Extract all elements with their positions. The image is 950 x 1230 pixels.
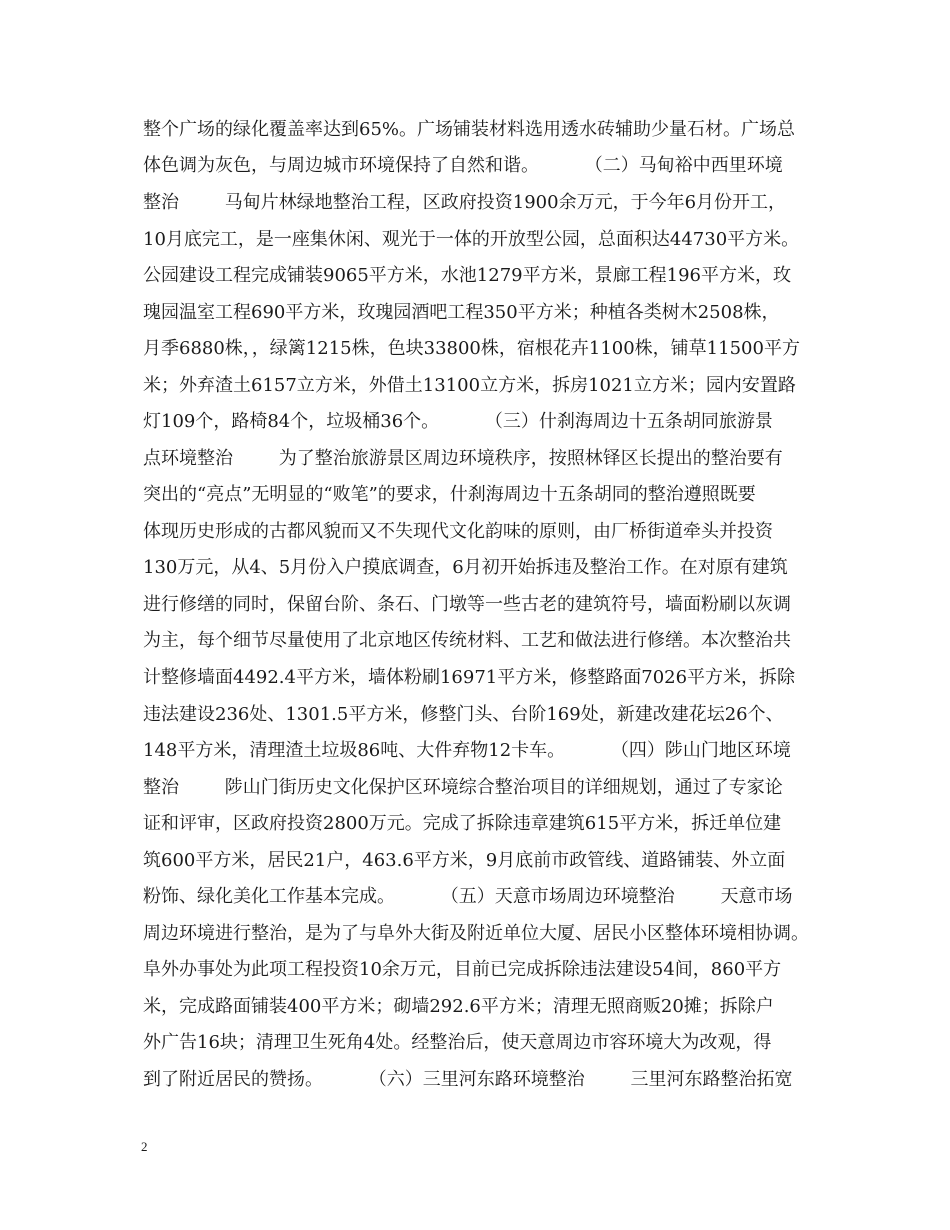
text-line: 130万元，从4、5月份入户摸底调查，6月初开始拆违及整治工作。在对原有建筑 xyxy=(143,557,788,578)
text-line: 瑰园温室工程690平方米，玫瑰园酒吧工程350平方米；种植各类树木2508株， xyxy=(143,302,780,323)
text-line: 到了附近居民的赞扬。 （六）三里河东路环境整治 三里河东路整治拓宽 xyxy=(143,1069,793,1090)
text-line: 点环境整治 为了整治旅游景区周边环境秩序，按照林铎区长提出的整治要有 xyxy=(143,448,783,469)
text-line: 公园建设工程完成铺装9065平方米，水池1279平方米，景廊工程196平方米，玫 xyxy=(143,265,791,286)
text-line: 阜外办事处为此项工程投资10余万元，目前已完成拆除违法建设54间，860平方 xyxy=(143,959,782,980)
text-line: 为主，每个细节尽量使用了北京地区传统材料、工艺和做法进行修缮。本次整治共 xyxy=(143,630,791,651)
text-line: 进行修缮的同时，保留台阶、条石、门墩等一些古老的建筑符号，墙面粉刷以灰调 xyxy=(143,594,791,615)
text-line: 整个广场的绿化覆盖率达到65%。广场铺装材料选用透水砖辅助少量石材。广场总 xyxy=(143,119,796,140)
text-line: 粉饰、绿化美化工作基本完成。 （五）天意市场周边环境整治 天意市场 xyxy=(143,886,793,907)
text-line: 体色调为灰色，与周边城市环境保持了自然和谐。 （二）马甸裕中西里环境 xyxy=(143,155,783,176)
text-line: 148平方米，清理渣土垃圾86吨、大件弃物12卡车。 （四）陟山门地区环境 xyxy=(143,740,791,761)
page-number: 2 xyxy=(141,1139,148,1154)
text-line: 整治 马甸片林绿地整治工程，区政府投资1900余万元，于今年6月份开工， xyxy=(143,192,787,213)
text-line: 证和评审，区政府投资2800万元。完成了拆除违章建筑615平方米，拆迁单位建 xyxy=(143,813,782,834)
text-line: 10月底完工，是一座集休闲、观光于一体的开放型公园，总面积达44730平方米。 xyxy=(143,229,800,250)
text-line: 月季6880株，，绿篱1215株，色块33800株，宿根花卉1100株，铺草11500平方 xyxy=(143,338,800,359)
text-line: 突出的“亮点”无明显的“败笔”的要求，什刹海周边十五条胡同的整治遵照既要 xyxy=(143,484,756,505)
text-line: 米；外弃渣土6157立方米，外借土13100立方米，拆房1021立方米；园内安置路 xyxy=(143,375,796,396)
text-line: 体现历史形成的古都风貌而又不失现代文化韵味的原则，由厂桥街道牵头并投资 xyxy=(143,521,773,542)
text-line: 计整修墙面4492.4平方米，墙体粉刷16971平方米，修整路面7026平方米，拆除 xyxy=(143,667,796,688)
text-line: 筑600平方米，居民21户，463.6平方米，9月底前市政管线、道路铺装、外立面 xyxy=(143,850,786,871)
text-line: 违法建设236处、1301.5平方米，修整门头、台阶169处，新建改建花坛26个、 xyxy=(143,704,784,725)
text-line: 米，完成路面铺装400平方米；砌墙292.6平方米；清理无照商贩20摊；拆除户 xyxy=(143,996,774,1017)
text-line: 周边环境进行整治，是为了与阜外大街及附近单位大厦、居民小区整体环境相协调。 xyxy=(143,923,809,944)
text-line: 外广告16块；清理卫生死角4处。经整治后，使天意周边市容环境大为改观，得 xyxy=(143,1032,772,1053)
text-line: 整治 陟山门街历史文化保护区环境综合整治项目的详细规划，通过了专家论 xyxy=(143,777,783,798)
text-line: 灯109个，路椅84个，垃圾桶36个。 （三）什刹海周边十五条胡同旅游景 xyxy=(143,411,773,432)
